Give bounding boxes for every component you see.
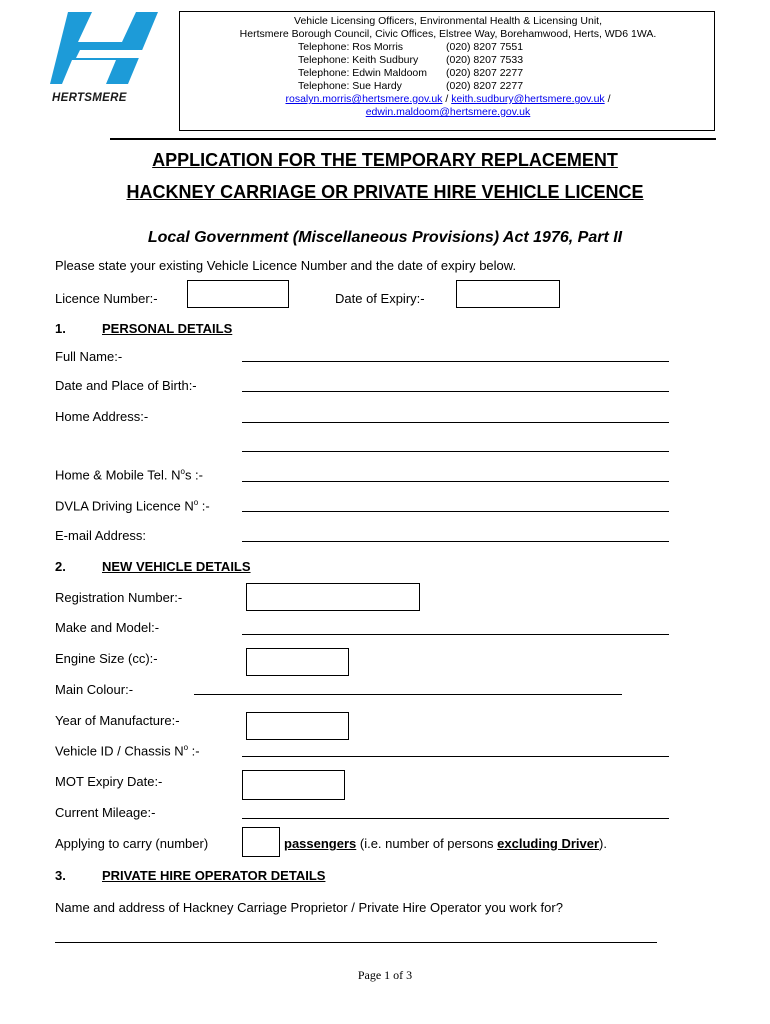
home-address-line-2[interactable] <box>242 451 669 452</box>
expiry-date-label: Date of Expiry:- <box>335 291 425 306</box>
contact-name: Telephone: Edwin Maldoom <box>298 67 427 79</box>
email-link-keith[interactable]: keith.sudbury@hertsmere.gov.uk <box>451 93 605 105</box>
form-title-line1: APPLICATION FOR THE TEMPORARY REPLACEMENT <box>152 150 618 170</box>
email-address-line[interactable] <box>242 541 669 542</box>
email-separator: / <box>442 93 452 105</box>
email-link-edwin[interactable]: edwin.maldoom@hertsmere.gov.uk <box>365 106 531 118</box>
mot-expiry-label: MOT Expiry Date:- <box>55 774 163 789</box>
phone-numbers-line[interactable] <box>242 481 669 482</box>
dob-place-line[interactable] <box>242 391 669 392</box>
section-1-number: 1. <box>55 321 66 336</box>
email-address-label: E-mail Address: <box>55 528 147 543</box>
intro-text: Please state your existing Vehicle Licence Number and the date of expiry below. <box>55 258 517 273</box>
operator-question: Name and address of Hackney Carriage Proprietor / Private Hire Operator you work for? <box>55 900 563 915</box>
make-model-label: Make and Model:- <box>55 620 160 635</box>
engine-size-box[interactable] <box>246 648 349 676</box>
contact-name: Telephone: Ros Morris <box>298 41 404 53</box>
mileage-label: Current Mileage:- <box>55 805 156 820</box>
contact-phone: (020) 8207 2277 <box>446 80 524 92</box>
section-3-number: 3. <box>55 868 66 883</box>
contact-row <box>180 80 716 92</box>
contact-phone: (020) 8207 2277 <box>446 67 524 79</box>
dvla-licence-label: DVLA Driving Licence $N^o$ :- <box>55 498 210 514</box>
registration-label: Registration Number:- <box>55 590 183 605</box>
licence-number-label: Licence Number:- <box>55 291 158 306</box>
form-subtitle: Local Government (Miscellaneous Provisions) Act 1976, Part II <box>147 229 623 246</box>
phone-numbers-label: Home & Mobile Tel. $N^os$ :- <box>55 467 203 483</box>
licence-number-box[interactable] <box>187 280 289 308</box>
chassis-line[interactable] <box>242 756 669 757</box>
section-2-title: NEW VEHICLE DETAILS <box>102 559 251 574</box>
carry-label: Applying to carry (number) <box>55 836 209 851</box>
section-3-title: PRIVATE HIRE OPERATOR DETAILS <box>102 868 326 883</box>
full-name-line[interactable] <box>242 361 669 362</box>
email-links-row <box>180 93 716 105</box>
section-2-number: 2. <box>55 559 66 574</box>
header-address-line: Hertsmere Borough Council, Civic Offices, Elstree Way, Borehamwood, Herts, WD6 1WA. <box>239 28 657 40</box>
main-colour-line[interactable] <box>194 694 622 695</box>
hertsmere-logo <box>50 12 158 107</box>
contact-phone: (020) 8207 7551 <box>446 41 524 53</box>
chassis-label: Vehicle ID / Chassis $N^o$ :- <box>55 743 200 759</box>
contact-header-box <box>179 11 715 131</box>
email-links-row <box>180 106 716 118</box>
section-1-title: PERSONAL DETAILS <box>102 321 233 336</box>
page-number: Page 1 of 3 <box>357 968 413 982</box>
expiry-date-box[interactable] <box>456 280 560 308</box>
contact-row <box>180 41 716 53</box>
header-divider <box>110 138 716 140</box>
engine-size-label: Engine Size (cc):- <box>55 651 158 666</box>
dvla-licence-line[interactable] <box>242 511 669 512</box>
main-colour-label: Main Colour:- <box>55 682 134 697</box>
operator-answer-line[interactable] <box>55 942 657 943</box>
contact-phone: (020) 8207 7533 <box>446 54 524 66</box>
passenger-count-box[interactable] <box>242 827 280 857</box>
year-label: Year of Manufacture:- <box>55 713 180 728</box>
passengers-text: passengers (i.e. number of persons excluding Driver). <box>284 836 607 851</box>
header-unit-line: Vehicle Licensing Officers, Environmental Health & Licensing Unit, <box>294 15 602 27</box>
contact-row <box>180 54 716 66</box>
logo-wordmark: HERTSMERE <box>52 92 127 104</box>
form-title-line2: HACKNEY CARRIAGE OR PRIVATE HIRE VEHICLE LICENCE <box>126 182 644 202</box>
registration-box[interactable] <box>246 583 420 611</box>
mot-expiry-box[interactable] <box>242 770 345 800</box>
home-address-label: Home Address:- <box>55 409 149 424</box>
contact-name: Telephone: Sue Hardy <box>298 80 402 92</box>
email-separator: / <box>604 93 611 105</box>
email-link-ros[interactable]: rosalyn.morris@hertsmere.gov.uk <box>285 93 443 105</box>
make-model-line[interactable] <box>242 634 669 635</box>
home-address-line[interactable] <box>242 422 669 423</box>
contact-row <box>180 67 716 79</box>
mileage-line[interactable] <box>242 818 669 819</box>
hertsmere-h-logo-icon <box>50 12 158 92</box>
dob-place-label: Date and Place of Birth:- <box>55 378 197 393</box>
contact-name: Telephone: Keith Sudbury <box>298 54 419 66</box>
full-name-label: Full Name:- <box>55 349 123 364</box>
year-box[interactable] <box>246 712 349 740</box>
